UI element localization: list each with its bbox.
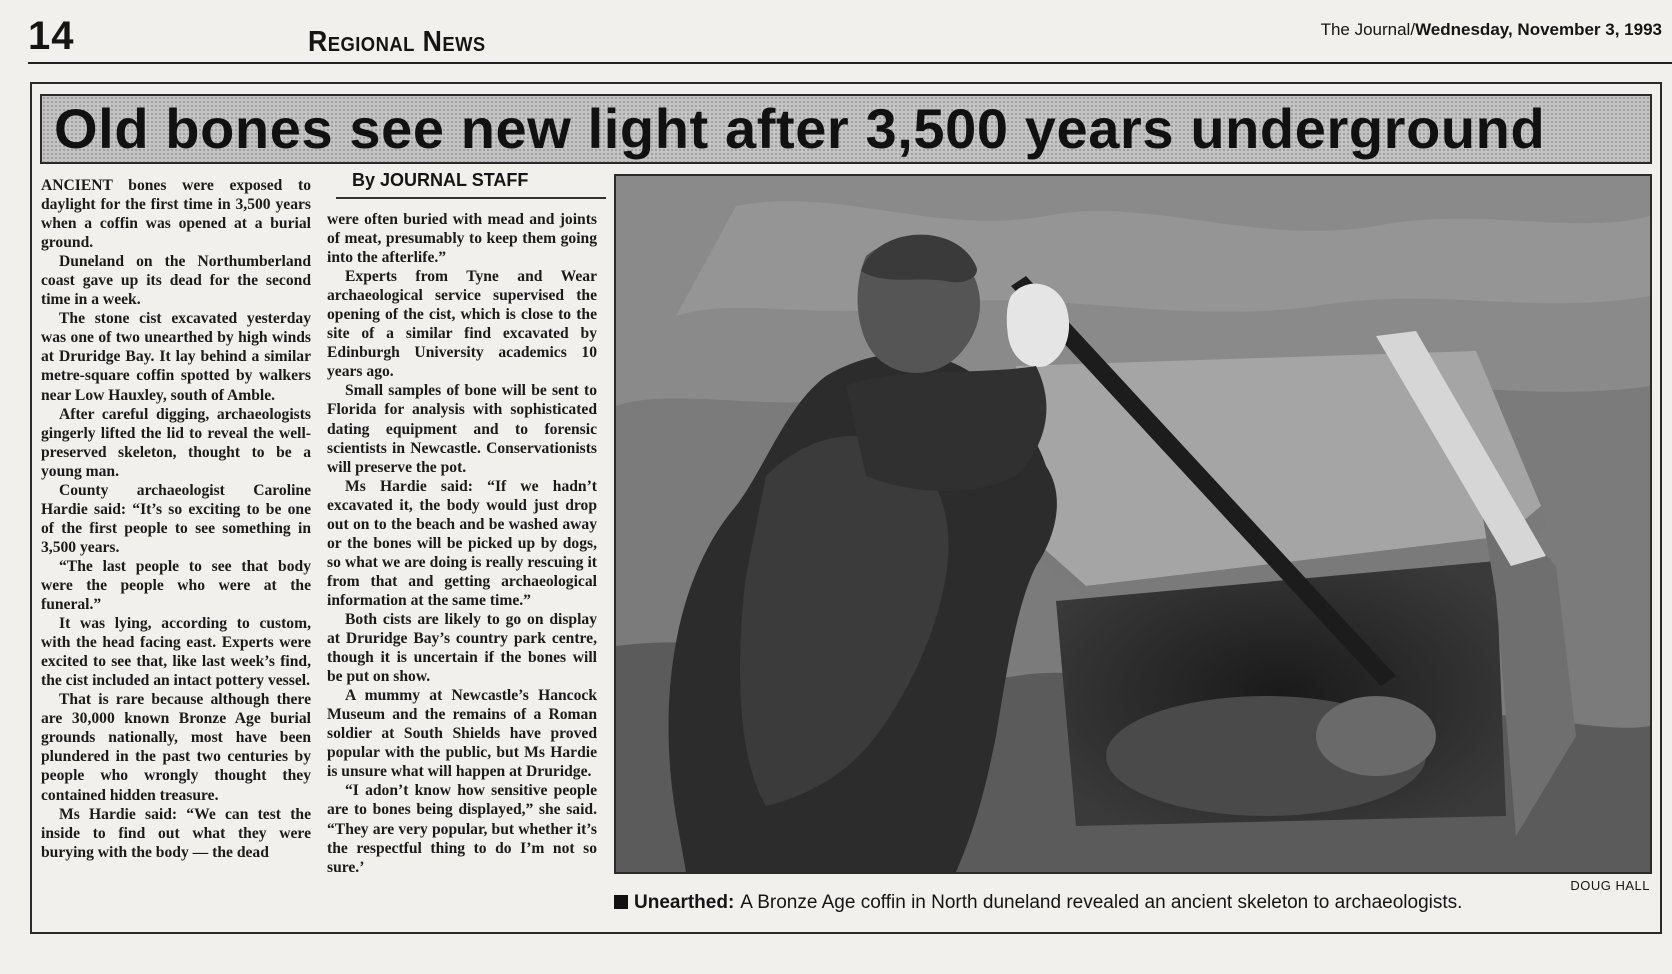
paragraph: A mummy at Newcastle’s Hancock Museum and the remains of a Roman soldier at South Shields have proved popular with the public, but Ms Hardie is unsure what will happen at Druridge. [327,687,597,781]
paragraph: Duneland on the Northumberland coast gave up its dead for the second time in a week. [41,253,311,309]
byline: By JOURNAL STAFF [352,170,529,190]
page-number: 14 [28,14,75,58]
paragraph: That is rare because although there are 30,000 known Bronze Age burial grounds nationally, most have been plundered in the past two centuries by people who wrongly thought they contained hidden treasure. [41,691,311,804]
caption-bullet-icon [614,895,628,909]
paragraph: Ms Hardie said: “If we hadn’t excavated it, the body would just drop out on to the beach and be washed away or the bones will be picked up by dogs, so what we are doing is really rescuing it from that and getting archaeological information at the same time.” [327,477,597,609]
publication-date: Wednesday, November 3, 1993 [1415,20,1662,39]
masthead-rule [28,62,1672,64]
paragraph: It was lying, according to custom, with the head facing east. Experts were excited to see that, like last week’s find, the cist included an intact pottery vessel. [41,615,311,690]
paragraph: Both cists are likely to go on display at Druridge Bay’s country park centre, though it is uncertain if the bones will be put on show. [327,610,597,686]
paragraph: Experts from Tyne and Wear archaeological service supervised the opening of the cist, which is close to the site of a similar find excavated by Edinburgh University academics 10 years ago. [327,268,597,381]
paragraph: “The last people to see that body were the people who were at the funeral.” [41,557,311,614]
paragraph: ANCIENT bones were exposed to daylight for the first time in 3,500 years when a coffin was opened at a burial ground. [41,177,311,252]
photo-credit: DOUG HALL [1570,878,1650,893]
paragraph: “I adon’t know how sensitive people are to bones being displayed,” she said. “They are very popular, but whether it’s the respectful thing to do I’m not so sure.’ [327,782,597,876]
dateline [1321,20,1662,40]
headline: Old bones see new light after 3,500 years underground [54,97,1546,160]
photo-caption [614,892,1462,914]
caption-kicker: Unearthed: [634,892,735,913]
article-column-2 [327,210,597,877]
caption-text: A Bronze Age coffin in North duneland revealed an ancient skeleton to archaeologists. [740,892,1463,913]
publication-name: The Journal/ [1320,20,1416,39]
paragraph: were often buried with mead and joints of meat, presumably to keep them going into the afterlife.” [327,211,597,267]
section-name: Regional News [308,26,486,58]
byline-rule [336,197,606,199]
paragraph: Small samples of bone will be sent to Florida for analysis with sophisticated dating equipment and to forensic scientists in Newcastle. Conservationists will preserve the pot. [327,382,597,476]
article-column-1 [41,176,311,862]
paragraph: Ms Hardie said: “We can test the inside to find out what they were burying with the body — the dead [41,805,311,861]
news-photo [614,174,1652,874]
paragraph: County archaeologist Caroline Hardie said: “It’s so exciting to be one of the first people to see something in 3,500 years. [41,481,311,556]
paragraph: The stone cist excavated yesterday was one of two unearthed by high winds at Druridge Bay. It lay behind a similar metre-square coffin spotted by walkers near Low Hauxley, south of Amble. [41,310,311,404]
paragraph: After careful digging, archaeologists gingerly lifted the lid to reveal the well-preserved skeleton, thought to be a young man. [41,405,311,480]
photo-illustration [616,176,1650,872]
